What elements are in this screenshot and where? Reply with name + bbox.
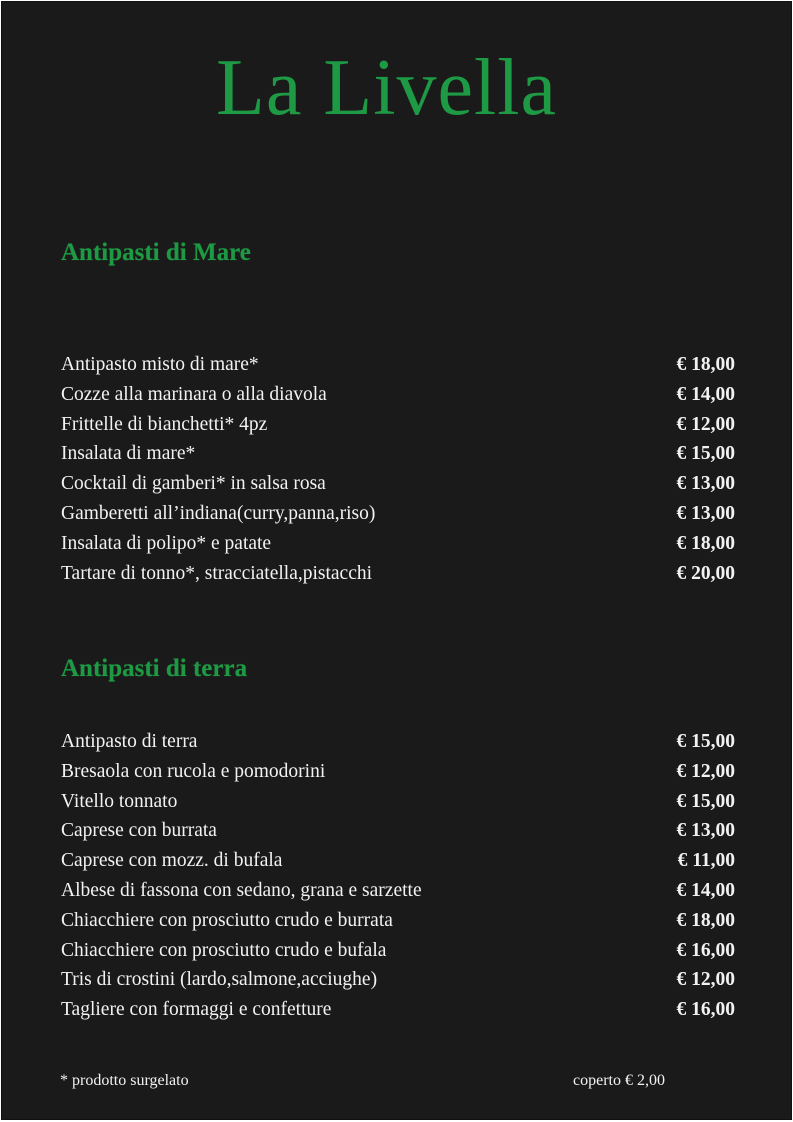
menu-item: [61, 787, 735, 817]
menu-item: [61, 410, 735, 440]
section-title-terra: Antipasti di terra: [61, 655, 248, 682]
section-title-mare: Antipasti di Mare: [61, 239, 251, 266]
menu-item: [61, 380, 735, 410]
item-name: Bresaola con rucola e pomodorini: [61, 760, 326, 782]
item-name: Antipasto misto di mare*: [61, 354, 259, 375]
item-name: Tartare di tonno*, stracciatella,pistacchi: [61, 562, 373, 584]
item-name: Chiacchiere con prosciutto crudo e burrata: [61, 909, 393, 931]
menu-item: [61, 936, 735, 966]
menu-page: [1, 1, 792, 1120]
menu-item: [61, 906, 735, 936]
menu-item: [61, 816, 735, 846]
menu-item: [61, 876, 735, 906]
item-price: € 13,00: [676, 820, 735, 842]
menu-item: [61, 499, 735, 529]
item-name: Insalata di mare*: [61, 443, 196, 465]
menu-item: [61, 439, 735, 469]
item-price: € 14,00: [676, 879, 735, 901]
menu-item: [61, 559, 735, 589]
item-name: Cozze alla marinara o alla diavola: [61, 383, 327, 405]
menu-item: [61, 995, 735, 1025]
item-name: Caprese con burrata: [61, 820, 217, 842]
item-price: € 13,00: [676, 502, 735, 524]
item-name: Albese di fassona con sedano, grana e sarzette: [61, 879, 422, 901]
item-name: Frittelle di bianchetti* 4pz: [61, 413, 268, 435]
item-name: Chiacchiere con prosciutto crudo e bufala: [61, 939, 387, 961]
menu-item: [61, 727, 735, 757]
menu-item: [61, 350, 735, 380]
item-price: € 13,00: [676, 473, 735, 495]
item-name: Cocktail di gamberi* in salsa rosa: [61, 473, 326, 495]
item-price: € 15,00: [676, 443, 735, 465]
item-price: € 12,00: [676, 413, 735, 435]
item-price: € 15,00: [676, 731, 735, 752]
item-price: € 12,00: [676, 969, 735, 991]
menu-list-terra: [61, 727, 735, 1025]
menu-item: [61, 757, 735, 787]
menu-item: [61, 469, 735, 499]
item-name: Antipasto di terra: [61, 731, 198, 752]
cover-charge: coperto € 2,00: [573, 1072, 665, 1089]
item-price: € 20,00: [676, 562, 735, 584]
item-name: Gamberetti all’indiana(curry,panna,riso): [61, 502, 376, 524]
item-name: Caprese con mozz. di bufala: [61, 850, 283, 872]
item-price: € 18,00: [676, 354, 735, 375]
item-price: € 18,00: [676, 532, 735, 554]
item-price: € 16,00: [676, 999, 735, 1021]
menu-item: [61, 965, 735, 995]
item-name: Insalata di polipo* e patate: [61, 532, 272, 554]
item-price: € 18,00: [676, 909, 735, 931]
item-price: € 16,00: [676, 939, 735, 961]
menu-list-mare: [61, 350, 735, 588]
menu-item: [61, 529, 735, 559]
item-price: € 14,00: [676, 383, 735, 405]
item-price: € 12,00: [676, 760, 735, 782]
item-name: Tris di crostini (lardo,salmone,acciughe): [61, 969, 378, 991]
frozen-product-note: * prodotto surgelato: [60, 1072, 189, 1089]
item-price: € 11,00: [677, 850, 735, 872]
item-name: Tagliere con formaggi e confetture: [61, 999, 332, 1021]
menu-item: [61, 846, 735, 876]
restaurant-title: La Livella: [216, 44, 557, 132]
item-name: Vitello tonnato: [61, 790, 178, 812]
item-price: € 15,00: [676, 790, 735, 812]
